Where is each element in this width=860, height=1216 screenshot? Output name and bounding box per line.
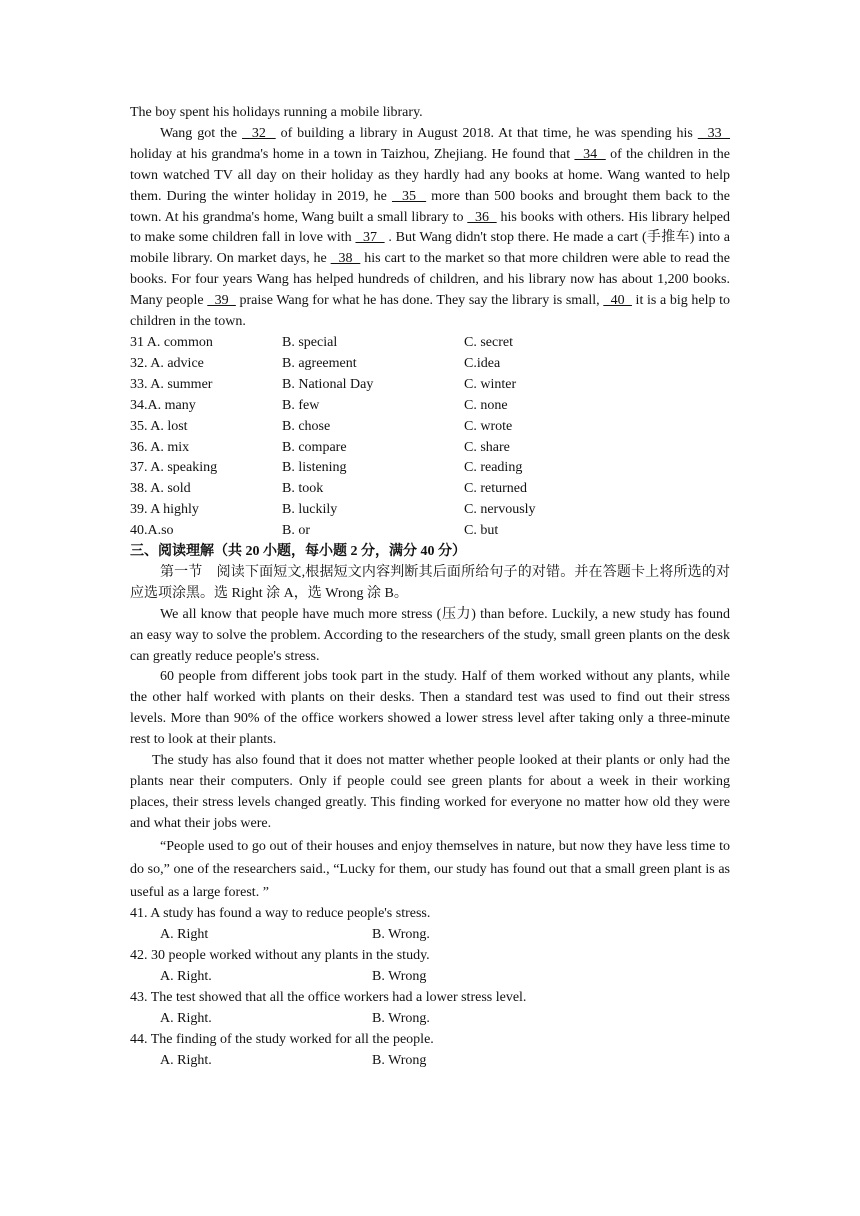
cloze-option: C. reading xyxy=(464,460,523,476)
cloze-option: B. special xyxy=(282,334,338,350)
cloze-option: 36. A. mix xyxy=(130,439,190,455)
cloze-option: 38. A. sold xyxy=(130,481,191,497)
answer-options xyxy=(130,1051,730,1072)
cloze-option: B. National Day xyxy=(282,376,374,392)
cloze-option: 33. A. summer xyxy=(130,376,213,392)
cloze-blank: 39 xyxy=(207,293,236,309)
question-list xyxy=(130,904,730,1071)
cloze-blank: 34 xyxy=(574,146,606,162)
cloze-blank: 37 xyxy=(355,230,385,246)
cloze-option: C. none xyxy=(464,397,508,413)
answer-option-a: A. Right. xyxy=(160,1052,212,1068)
cloze-option: B. took xyxy=(282,481,324,497)
answer-option-b: B. Wrong xyxy=(372,969,427,985)
answer-options xyxy=(130,925,730,946)
cloze-option: B. or xyxy=(282,523,310,539)
cloze-option: 31 A. common xyxy=(130,334,213,350)
passage-text: holiday at his grandma's home in a town in Taizhou, Zhejiang. He found that xyxy=(130,146,575,162)
answer-options xyxy=(130,1009,730,1030)
cloze-option: C. secret xyxy=(464,334,513,350)
cloze-option: 39. A highly xyxy=(130,502,199,518)
cloze-option: B. luckily xyxy=(282,502,338,518)
answer-option-b: B. Wrong xyxy=(372,1052,427,1068)
answer-option-b: B. Wrong. xyxy=(372,927,430,943)
cloze-title-line: The boy spent his holidays running a mobile library. xyxy=(130,105,423,120)
cloze-option: 35. A. lost xyxy=(130,418,188,434)
reading-paragraph: “People used to go out of their houses and enjoy themselves in nature, but now they have less time to do so,” one of the researchers said., “Lucky for them, our study has found out that a small green plant is as useful as a large forest. ” xyxy=(130,838,730,901)
cloze-option: 32. A. advice xyxy=(130,355,204,371)
passage-text: his cart to the market so that more children were able to read the books. For four years Wang has helped hundreds of children, and his library now has about 1,200 books. Many people xyxy=(130,251,731,309)
cloze-option: C. wrote xyxy=(464,418,513,434)
cloze-blank: 40 xyxy=(603,293,632,309)
cloze-option: C. share xyxy=(464,439,510,455)
cloze-option: B. listening xyxy=(282,460,347,476)
answer-option-b: B. Wrong. xyxy=(372,1010,430,1026)
question-stem: 43. The test showed that all the office workers had a lower stress level. xyxy=(130,989,527,1005)
cloze-option: 37. A. speaking xyxy=(130,460,218,476)
reading-instruction: 第一节 阅读下面短文,根据短文内容判断其后面所给句子的对错。并在答题卡上将所选的对应选项涂黑。选 Right 涂 A，选 Wrong 涂 B。 xyxy=(130,564,730,601)
cloze-option: C. returned xyxy=(464,481,527,497)
cloze-blank: 32 xyxy=(242,125,276,141)
question-stem: 41. A study has found a way to reduce people's stress. xyxy=(130,906,431,922)
passage-text: . But Wang didn't stop there. He made a cart (手推车) into a mobile library. On market days, he xyxy=(130,230,730,267)
reading-paragraph: 60 people from different jobs took part in the study. Half of them worked without any plants, while the other half worked with plants on their desks. Then a standard test was used to find out their stress levels. More than 90% of the office workers showed a lower stress level after taking only a three-minute rest to look at their plants. xyxy=(130,669,730,748)
cloze-option: 34.A. many xyxy=(130,397,196,413)
cloze-option: B. agreement xyxy=(282,355,357,371)
question-stem: 44. The finding of the study worked for all the people. xyxy=(130,1031,434,1047)
cloze-option: 40.A.so xyxy=(130,523,174,539)
passage-text: Wang got the xyxy=(160,125,243,141)
passage-text: his books with others. His library helped to make some children fall in love with xyxy=(130,209,731,246)
passage-text: of building a library in August 2018. At that time, he was spending his xyxy=(275,125,698,141)
answer-options xyxy=(130,967,730,988)
question-stem: 42. 30 people worked without any plants in the study. xyxy=(130,948,430,964)
passage-text: praise Wang for what he has done. They say the library is small, xyxy=(235,293,604,309)
cloze-passage xyxy=(130,124,730,333)
reading-paragraph: We all know that people have much more stress (压力) than before. Luckily, a new study has found an easy way to solve the problem. According to the researchers of the study, small green plants on the desk can greatly reduce people's stress. xyxy=(130,606,730,664)
cloze-option: B. few xyxy=(282,397,320,413)
cloze-options xyxy=(130,333,730,542)
passage-text: of the children in the town watched TV all day on their holiday as they hardly had any books at home. Wang wanted to help them. During the winter holiday in 2019, he xyxy=(130,146,731,204)
cloze-option: C. winter xyxy=(464,376,517,392)
answer-option-a: A. Right. xyxy=(160,969,212,985)
cloze-option: B. chose xyxy=(282,418,331,434)
answer-option-a: A. Right xyxy=(160,927,209,943)
passage-text: it is a big help to children in the town. xyxy=(130,293,731,330)
cloze-blank: 33 xyxy=(697,125,731,141)
reading-paragraph: The study has also found that it does not matter whether people looked at their plants or only had the plants near their computers. Only if people could see green plants for about a week in their working places, their stress levels changed greatly. This finding worked for everyone no matter how old they were and what their jobs were. xyxy=(130,753,730,831)
cloze-blank: 38 xyxy=(330,251,361,267)
answer-option-a: A. Right. xyxy=(160,1010,212,1026)
section-title: 三、阅读理解（共 20 小题，每小题 2 分，满分 40 分） xyxy=(130,544,466,560)
cloze-option: C.idea xyxy=(464,355,501,371)
cloze-option: B. compare xyxy=(282,439,347,455)
passage-text: more than 500 books and brought them back to the town. At his grandma's home, Wang built a small library to xyxy=(130,188,731,225)
cloze-option: C. but xyxy=(464,523,499,539)
cloze-blank: 36 xyxy=(467,209,497,225)
cloze-blank: 35 xyxy=(391,188,427,204)
cloze-option: C. nervously xyxy=(464,502,536,518)
